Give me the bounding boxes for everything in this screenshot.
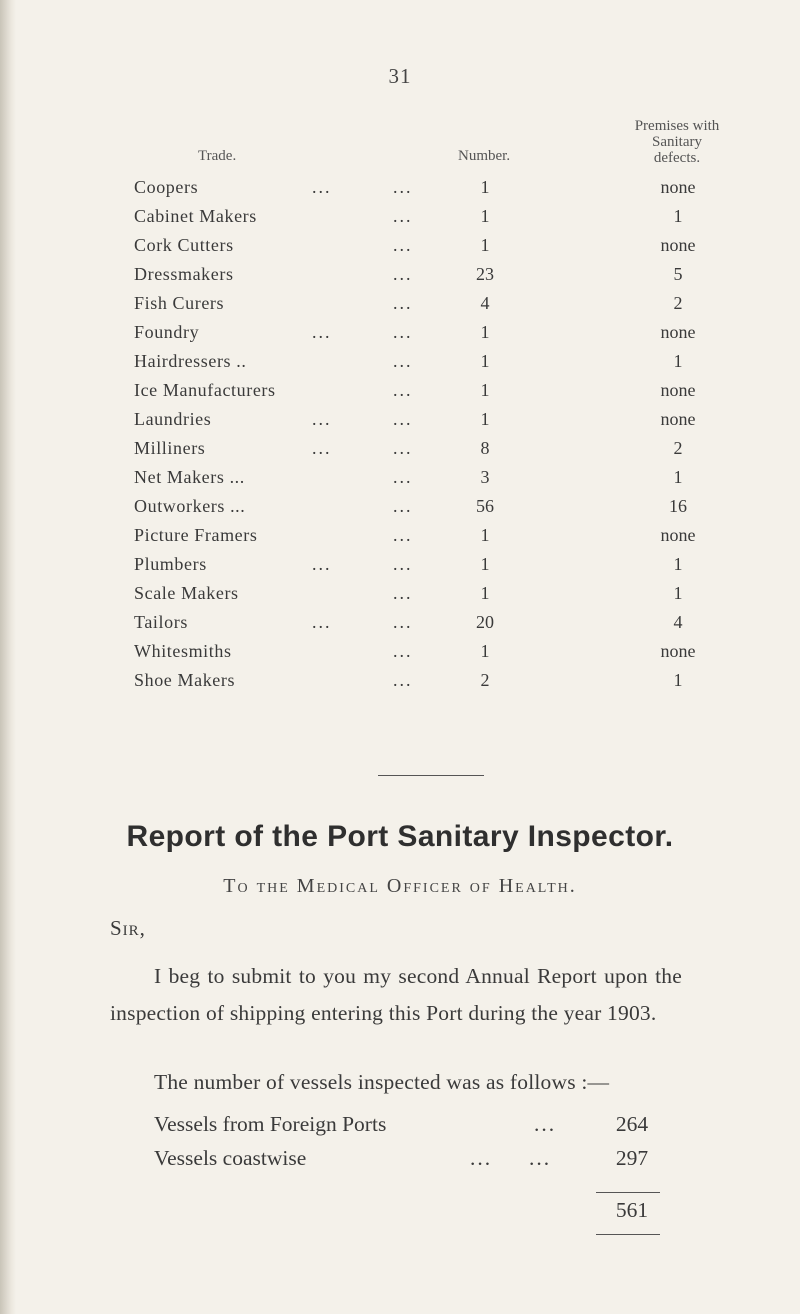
trade-cell: Foundry	[134, 322, 200, 342]
trade-cell: Picture Framers	[134, 525, 258, 545]
trade-cell: Ice Manufacturers	[134, 380, 276, 400]
salutation: Sir,	[110, 916, 146, 940]
number-cell: 1	[480, 380, 490, 400]
trades-table	[0, 177, 800, 699]
defects-cell: none	[660, 409, 696, 429]
number-cell: 3	[480, 467, 490, 487]
leader-dots: ...	[393, 235, 413, 255]
vessels-count: 264	[615, 1112, 649, 1136]
table-row	[0, 641, 800, 670]
number-cell: 1	[480, 235, 490, 255]
header-premises	[602, 118, 752, 166]
defects-cell: 16	[669, 496, 687, 516]
header-trade: Trade.	[198, 148, 237, 164]
table-row	[0, 235, 800, 264]
header-premises-line1: Premises with	[634, 118, 720, 134]
leader-dots: ...	[393, 293, 413, 313]
number-cell: 8	[480, 438, 490, 458]
number-cell: 1	[480, 409, 490, 429]
trade-cell: Tailors	[134, 612, 188, 632]
table-row	[0, 496, 800, 525]
vessels-total: 561	[615, 1198, 649, 1222]
defects-cell: none	[660, 380, 696, 400]
leader-dots: ...	[393, 641, 413, 661]
trade-cell: Coopers	[134, 177, 199, 197]
table-row	[0, 177, 800, 206]
defects-cell: 4	[673, 612, 683, 632]
trade-cell: Hairdressers ..	[134, 351, 247, 371]
vessels-count: 297	[615, 1146, 649, 1170]
header-number: Number.	[458, 148, 511, 164]
table-row	[0, 293, 800, 322]
table-row	[0, 467, 800, 496]
leader-dots: ...	[312, 438, 332, 458]
trade-cell: Scale Makers	[134, 583, 239, 603]
table-row	[0, 264, 800, 293]
leader-dots: ...	[393, 264, 413, 284]
defects-cell: 5	[673, 264, 683, 284]
page-number: 31	[388, 64, 412, 88]
defects-cell: none	[660, 235, 696, 255]
trade-cell: Whitesmiths	[134, 641, 232, 661]
leader-dots: ...	[312, 612, 332, 632]
leader-dots: ...	[393, 438, 413, 458]
number-cell: 56	[476, 496, 494, 516]
defects-cell: 1	[673, 351, 683, 371]
table-row	[0, 554, 800, 583]
number-cell: 1	[480, 177, 490, 197]
leader-dots: ...	[393, 409, 413, 429]
trade-cell: Laundries	[134, 409, 212, 429]
table-row	[0, 409, 800, 438]
number-cell: 1	[480, 351, 490, 371]
defects-cell: 1	[673, 554, 683, 574]
number-cell: 1	[480, 322, 490, 342]
leader-dots: ...	[393, 525, 413, 545]
leader-dots: ... ...	[470, 1146, 552, 1170]
trade-cell: Fish Curers	[134, 293, 225, 313]
paragraph-1: I beg to submit to you my second Annual Report upon the inspection of shipping entering this Port during the year 1903.	[110, 964, 682, 1025]
defects-cell: 1	[673, 583, 683, 603]
number-cell: 4	[480, 293, 490, 313]
table-row	[0, 670, 800, 699]
table-header	[0, 118, 800, 166]
defects-cell: none	[660, 525, 696, 545]
leader-dots: ...	[393, 612, 413, 632]
leader-dots: ...	[393, 177, 413, 197]
leader-dots: ...	[393, 467, 413, 487]
header-premises-line2: Sanitary	[652, 134, 702, 150]
trade-cell: Cabinet Makers	[134, 206, 257, 226]
leader-dots: ...	[393, 380, 413, 400]
number-cell: 1	[480, 641, 490, 661]
table-row	[0, 583, 800, 612]
vessels-row	[0, 1112, 800, 1146]
trade-cell: Plumbers	[134, 554, 207, 574]
number-cell: 1	[480, 554, 490, 574]
table-row	[0, 322, 800, 351]
defects-cell: 1	[673, 467, 683, 487]
total-rule-top	[596, 1192, 660, 1193]
total-rule-bottom	[596, 1234, 660, 1235]
vessels-list	[0, 1112, 800, 1180]
number-cell: 1	[480, 525, 490, 545]
leader-dots: ...	[312, 177, 332, 197]
table-row	[0, 206, 800, 235]
number-cell: 1	[480, 583, 490, 603]
table-row	[0, 351, 800, 380]
leader-dots: ...	[393, 583, 413, 603]
trade-cell: Cork Cutters	[134, 235, 234, 255]
trade-cell: Dressmakers	[134, 264, 234, 284]
paragraph-2: The number of vessels inspected was as follows :—	[154, 1070, 610, 1094]
report-title: Report of the Port Sanitary Inspector.	[126, 820, 674, 853]
number-cell: 1	[480, 206, 490, 226]
leader-dots: ...	[312, 322, 332, 342]
section-divider	[378, 775, 484, 776]
report-addressee: To the Medical Officer of Health.	[223, 875, 577, 897]
leader-dots: ...	[393, 322, 413, 342]
table-row	[0, 525, 800, 554]
leader-dots: ...	[312, 554, 332, 574]
defects-cell: none	[660, 177, 696, 197]
number-cell: 23	[476, 264, 494, 284]
leader-dots: ...	[312, 409, 332, 429]
table-row	[0, 438, 800, 467]
leader-dots: ...	[393, 496, 413, 516]
trade-cell: Outworkers ...	[134, 496, 246, 516]
leader-dots: ...	[393, 351, 413, 371]
defects-cell: 2	[673, 438, 683, 458]
trade-cell: Net Makers ...	[134, 467, 245, 487]
leader-dots: ...	[534, 1112, 557, 1136]
defects-cell: none	[660, 641, 696, 661]
trade-cell: Shoe Makers	[134, 670, 236, 690]
leader-dots: ...	[393, 206, 413, 226]
defects-cell: 2	[673, 293, 683, 313]
table-row	[0, 380, 800, 409]
vessels-label: Vessels from Foreign Ports	[154, 1112, 387, 1136]
defects-cell: 1	[673, 206, 683, 226]
trade-cell: Milliners	[134, 438, 206, 458]
table-row	[0, 612, 800, 641]
vessels-row	[0, 1146, 800, 1180]
number-cell: 20	[476, 612, 494, 632]
defects-cell: 1	[673, 670, 683, 690]
leader-dots: ...	[393, 670, 413, 690]
leader-dots: ...	[393, 554, 413, 574]
header-premises-line3: defects.	[653, 150, 701, 166]
defects-cell: none	[660, 322, 696, 342]
vessels-label: Vessels coastwise	[154, 1146, 307, 1170]
number-cell: 2	[480, 670, 490, 690]
